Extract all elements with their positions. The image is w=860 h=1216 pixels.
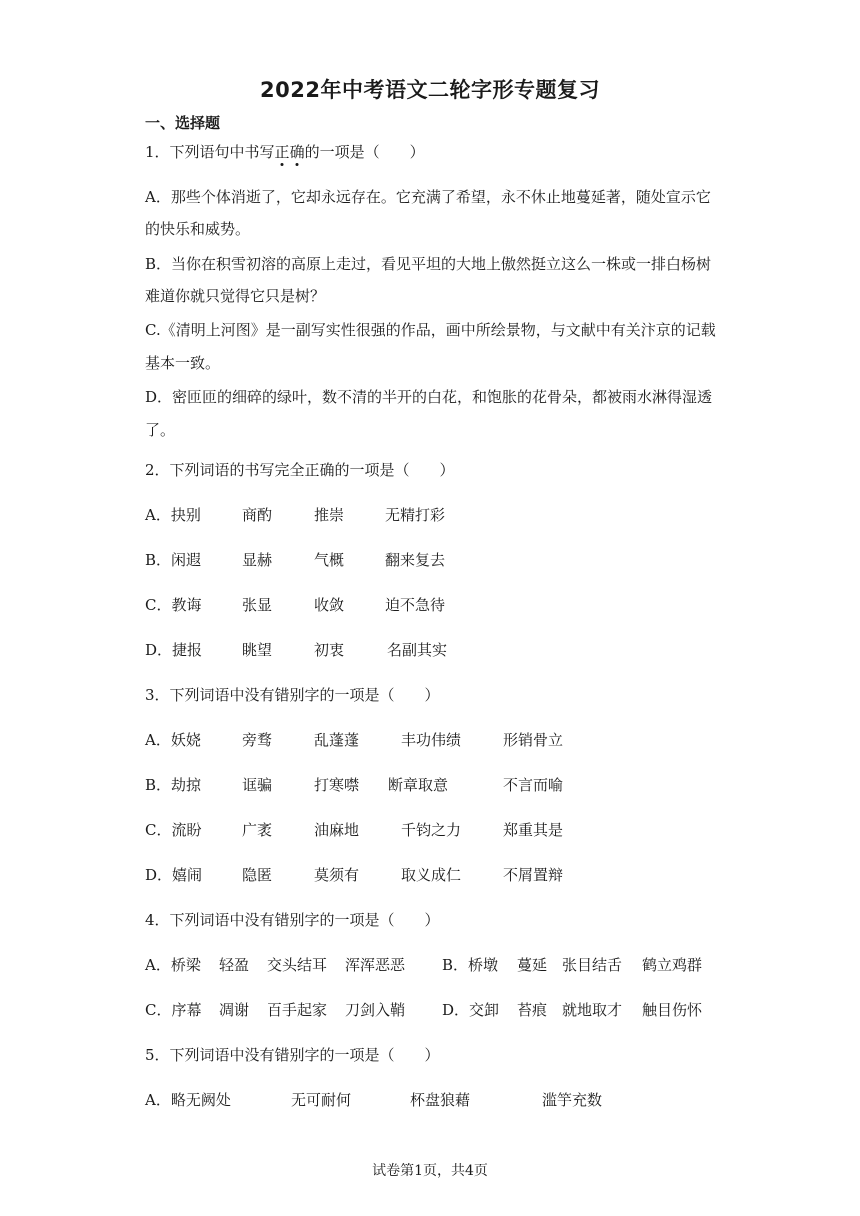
q1-option-d-line-1: D．密匝匝的细碎的绿叶，数不清的半开的白花，和饱胀的花骨朵，都被雨水淋得湿透 — [145, 388, 713, 406]
emphasis-char-1: 正 — [275, 143, 290, 161]
option-term: 油麻地 — [314, 821, 360, 839]
option-term: 张目结舌 — [562, 956, 623, 974]
option-label-term: C．流盼 — [145, 821, 202, 839]
option-term: 触目伤怀 — [642, 1001, 703, 1019]
option-term: 广袤 — [242, 821, 273, 839]
question-1-stem — [145, 142, 425, 162]
emphasis-char-2: 确 — [290, 143, 305, 161]
q4-options-ab — [145, 955, 702, 975]
option-term: 蔓延 — [517, 956, 548, 974]
option-term: 气概 — [314, 551, 345, 569]
option-term: 莫须有 — [314, 866, 360, 884]
emphasis-dot — [281, 163, 284, 166]
option-term: 杯盘狼藉 — [410, 1091, 471, 1109]
option-term: 取义成仁 — [401, 866, 462, 884]
option-term: 就地取才 — [562, 1001, 623, 1019]
option-term: 眺望 — [242, 641, 273, 659]
option-label-term: C．序幕 — [145, 1001, 202, 1019]
question-1-stem-suffix: 的一项是（ ） — [304, 143, 425, 161]
option-term: 商酌 — [242, 506, 273, 524]
q1-option-a-line-1: A．那些个体消逝了，它却永远存在。它充满了希望，永不休止地蔓延著，随处宣示它 — [145, 188, 711, 206]
q1-option-b-line-1: B．当你在积雪初溶的高原上走过，看见平坦的大地上傲然挺立这么一株或一排白杨树 — [145, 255, 712, 273]
emphasis-dot — [296, 163, 299, 166]
section-heading: 一、选择题 — [145, 114, 221, 132]
q2-option-c — [145, 595, 445, 615]
option-term: 郑重其是 — [503, 821, 564, 839]
q3-option-b — [145, 775, 563, 795]
q5-option-a — [145, 1090, 602, 1110]
option-term: 推崇 — [314, 506, 345, 524]
option-term: 张显 — [242, 596, 273, 614]
q1-option-d-line-2: 了。 — [145, 421, 176, 439]
option-term: 断章取意 — [388, 776, 449, 794]
option-term: 诓骗 — [242, 776, 273, 794]
option-label-term: D．捷报 — [145, 641, 203, 659]
q2-option-a — [145, 505, 445, 525]
question-2-stem: 2．下列词语的书写完全正确的一项是（ ） — [145, 461, 455, 479]
q2-option-b — [145, 550, 445, 570]
option-term: 不言而喻 — [503, 776, 564, 794]
option-label-term: C．教诲 — [145, 596, 202, 614]
q4-options-cd — [145, 1000, 702, 1020]
option-term: 交头结耳 — [267, 956, 328, 974]
option-term: 形销骨立 — [503, 731, 564, 749]
option-term: 收敛 — [314, 596, 345, 614]
option-term: 苔痕 — [517, 1001, 548, 1019]
option-term: 丰功伟绩 — [401, 731, 462, 749]
option-label-term: A．桥梁 — [145, 956, 201, 974]
option-label-term: A．略无阙处 — [145, 1091, 231, 1109]
option-term: 浑浑恶恶 — [345, 956, 406, 974]
question-5-stem: 5．下列词语中没有错别字的一项是（ ） — [145, 1046, 440, 1064]
q3-option-a — [145, 730, 563, 750]
option-term: 轻盈 — [219, 956, 250, 974]
option-label-term: D．嬉闹 — [145, 866, 203, 884]
page-footer: 试卷第1页，共4页 — [372, 1163, 488, 1179]
q3-option-d — [145, 865, 563, 885]
option-label-term: D．交卸 — [442, 1001, 500, 1019]
option-label-term: A．妖娆 — [145, 731, 201, 749]
option-term: 名副其实 — [387, 641, 448, 659]
option-term: 无可耐何 — [291, 1091, 352, 1109]
option-term: 翻来复去 — [385, 551, 446, 569]
option-term: 滥竽充数 — [542, 1091, 603, 1109]
option-term: 迫不急待 — [385, 596, 446, 614]
option-term: 凋谢 — [219, 1001, 250, 1019]
question-1-stem-prefix: 1．下列语句中书写 — [145, 143, 275, 161]
q1-option-a-line-2: 的快乐和威势。 — [145, 220, 251, 238]
option-term: 旁骛 — [242, 731, 273, 749]
option-term: 百手起家 — [267, 1001, 328, 1019]
option-term: 刀剑入鞘 — [345, 1001, 406, 1019]
option-term: 鹤立鸡群 — [642, 956, 703, 974]
option-term: 乱蓬蓬 — [314, 731, 360, 749]
q2-option-d — [145, 640, 447, 660]
option-term: 千钧之力 — [401, 821, 462, 839]
option-term: 初衷 — [314, 641, 345, 659]
q1-option-c-line-1: C.《清明上河图》是一副写实性很强的作品，画中所绘景物，与文献中有关汴京的记载 — [145, 321, 716, 339]
option-label-term: A．抉别 — [145, 506, 201, 524]
option-term: 无精打彩 — [385, 506, 446, 524]
question-3-stem: 3．下列词语中没有错别字的一项是（ ） — [145, 686, 440, 704]
q1-option-b-line-2: 难道你就只觉得它只是树？ — [145, 287, 326, 305]
option-label-term: B．闲遐 — [145, 551, 202, 569]
option-term: 显赫 — [242, 551, 273, 569]
option-term: 隐匿 — [242, 866, 273, 884]
option-label-term: B．劫掠 — [145, 776, 202, 794]
option-label-term: B．桥墩 — [442, 956, 499, 974]
option-term: 打寒噤 — [314, 776, 360, 794]
document-title: 2022年中考语文二轮字形专题复习 — [260, 78, 600, 102]
q1-option-c-line-2: 基本一致。 — [145, 354, 221, 372]
question-4-stem: 4．下列词语中没有错别字的一项是（ ） — [145, 911, 440, 929]
option-term: 不屑置辩 — [503, 866, 564, 884]
q3-option-c — [145, 820, 563, 840]
